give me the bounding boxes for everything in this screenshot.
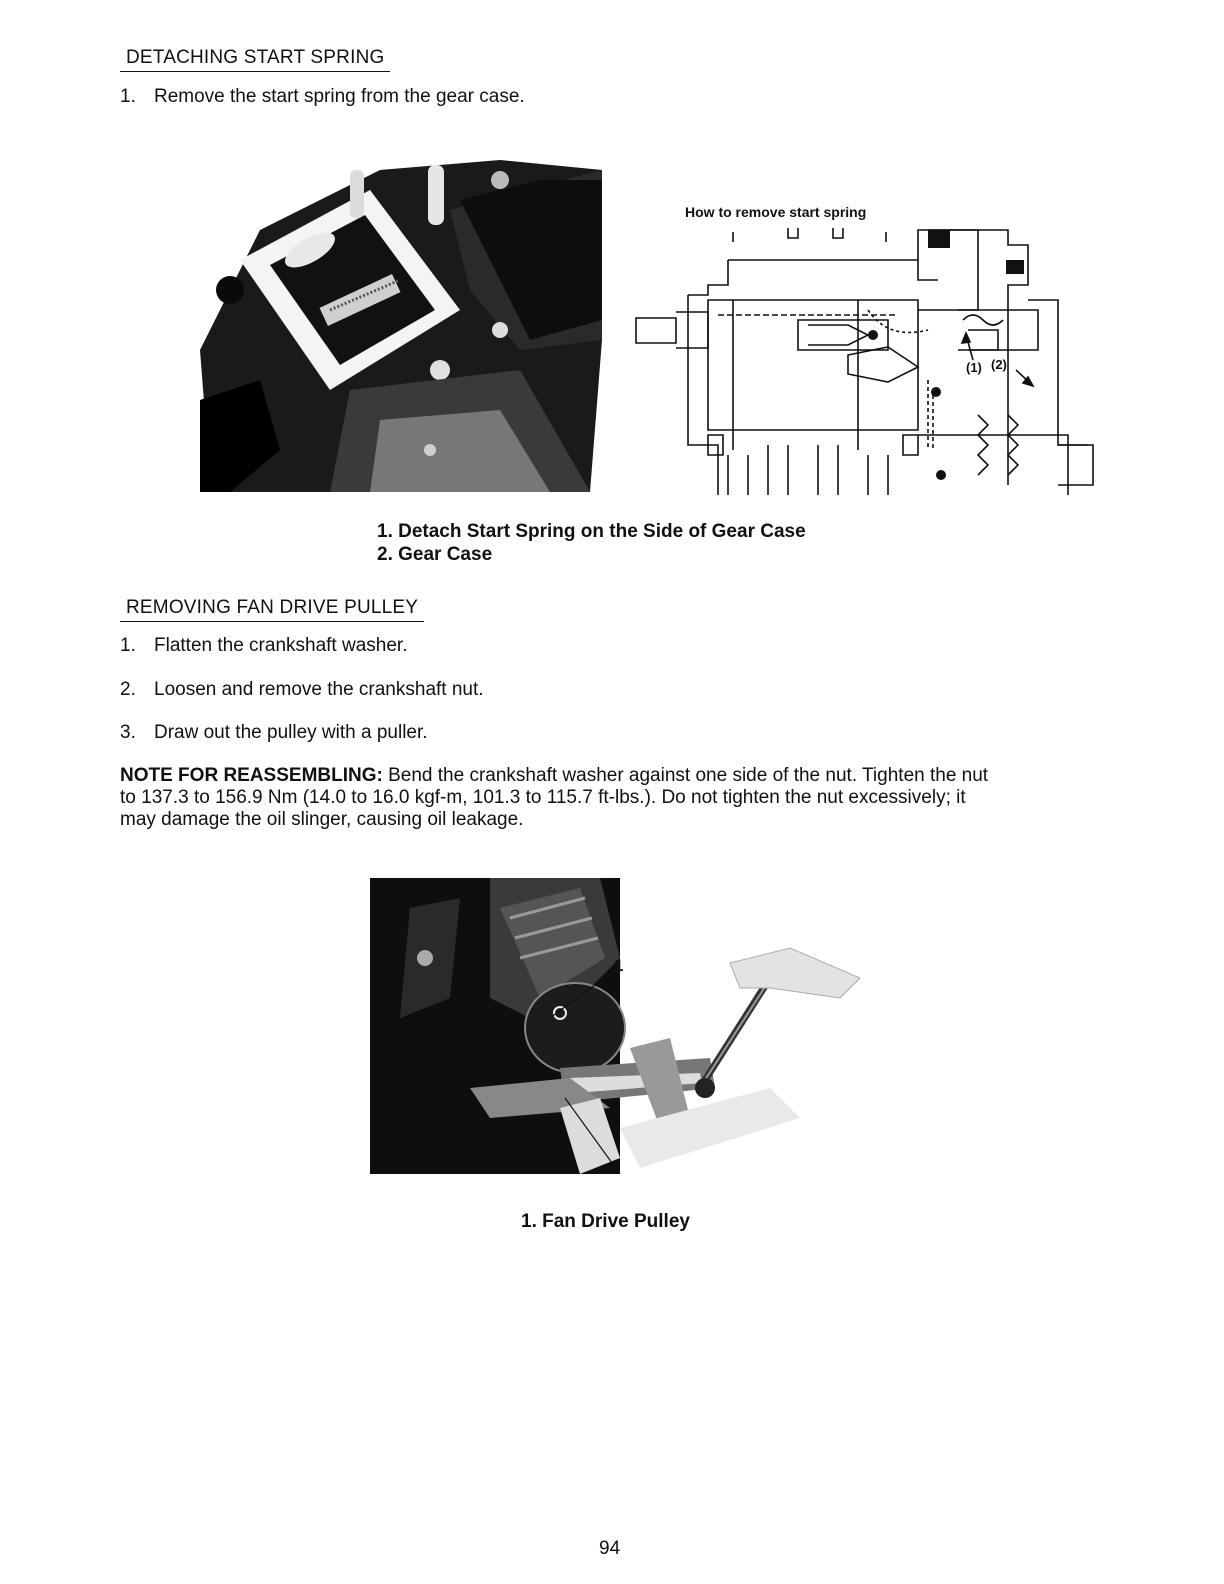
figure-caption: 1. Fan Drive Pulley (521, 1211, 690, 1232)
list-item (120, 721, 428, 745)
figure-caption: 2. Gear Case (377, 544, 493, 565)
gear-case-photo (200, 150, 602, 492)
step-text: Remove the start spring from the gear case. (154, 86, 525, 107)
gear-case-photo-drawing (200, 150, 602, 492)
step-text: Flatten the crankshaft washer. (154, 635, 408, 656)
section-heading-fan-drive-pulley: REMOVING FAN DRIVE PULLEY (120, 597, 424, 622)
section-heading-start-spring: DETACHING START SPRING (120, 47, 390, 72)
reassembly-note (120, 765, 1000, 831)
cross-section-drawing (628, 200, 1098, 498)
callout-2: (2) (991, 357, 1007, 372)
list-item (120, 634, 407, 658)
step-number: 1. (120, 635, 136, 656)
step-number: 1. (120, 86, 136, 107)
note-label: NOTE FOR REASSEMBLING: (120, 765, 383, 786)
list-item (120, 85, 525, 109)
note-text: Bend the crankshaft washer against one side of the nut. Tighten the nut to 137.3 to 156.9 Nm (14.0 to 16.0 kgf-m, 101.3 to 115.7 ft-lbs.). Do not tighten the nut excessively; it may damage the oil slinger, causing oil leakage. (120, 765, 989, 830)
page-number: 94 (599, 1538, 621, 1559)
step-number: 3. (120, 722, 136, 743)
pulley-photo-drawing (370, 878, 860, 1174)
figure-caption: 1. Detach Start Spring on the Side of Gear Case (377, 521, 806, 542)
diagram-title: How to remove start spring (685, 204, 867, 220)
fan-drive-pulley-photo (370, 878, 860, 1174)
callout-1: (1) (966, 360, 982, 375)
pulley-callout: 1 (614, 956, 624, 975)
step-text: Draw out the pulley with a puller. (154, 722, 428, 743)
step-text: Loosen and remove the crankshaft nut. (154, 679, 484, 700)
start-spring-diagram (628, 200, 1098, 498)
list-item (120, 678, 484, 702)
step-number: 2. (120, 679, 136, 700)
